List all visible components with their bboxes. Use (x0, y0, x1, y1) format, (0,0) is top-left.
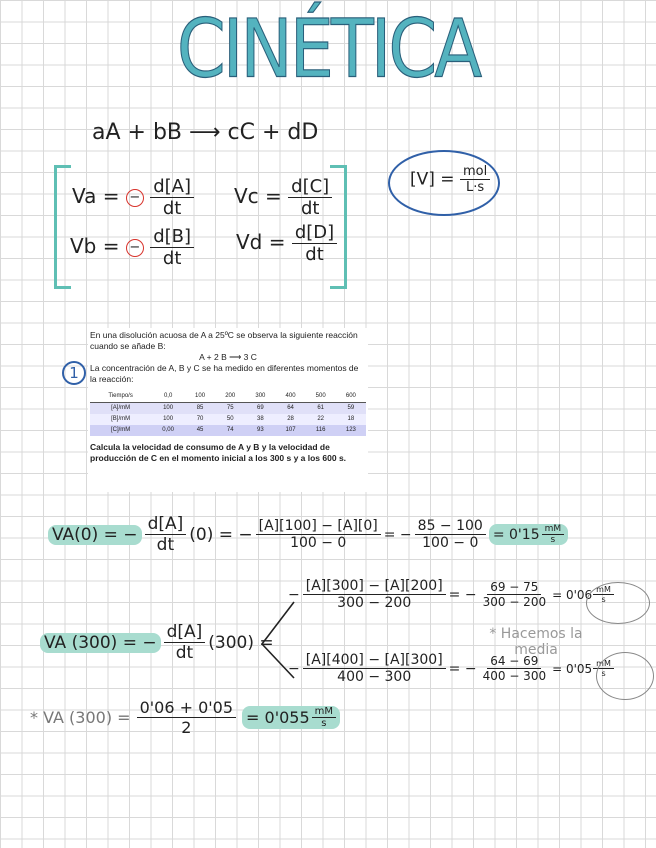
table-row (90, 403, 366, 415)
va-label: Va = (72, 184, 120, 208)
calc300-bot-den: 400 − 300 (337, 669, 412, 685)
vb-denominator: dt (162, 248, 182, 269)
average-lhs: * VA (300) = (30, 708, 131, 727)
calc300-bot-unit-num: mM (593, 659, 614, 669)
calc0-num2: 85 − 100 (415, 518, 486, 535)
calc0-d-num: d[A] (145, 514, 187, 535)
calc0-at: (0) = − (189, 524, 253, 545)
calc0-lhs: VA(0) = − (48, 525, 142, 545)
table-header-row (90, 391, 366, 403)
average-den: 2 (181, 718, 192, 737)
table-cell: 22 (306, 414, 336, 425)
vb-numerator: d[B] (150, 226, 194, 248)
exercise-number-badge: 1 (62, 361, 86, 385)
table-header-cell: 300 (245, 391, 275, 403)
table-header-cell: Tiempo/s (90, 391, 151, 403)
average-unit-den: s (321, 718, 327, 729)
calc300-top-unit-den: s (601, 595, 606, 604)
table-cell: 123 (336, 425, 366, 436)
calc300-top-num: [A][300] − [A][200] (303, 578, 446, 595)
table-cell: 116 (306, 425, 336, 436)
reaction-equation: aA + bB ⟶ cC + dD (92, 120, 319, 145)
table-cell: 100 (151, 403, 185, 415)
calc300-lhs: VA (300) = − (40, 633, 161, 653)
calc300-bot-dash: − (288, 660, 300, 677)
table-cell: 38 (245, 414, 275, 425)
vc-denominator: dt (300, 198, 320, 219)
calc300-bot-unit-den: s (601, 669, 606, 678)
calc0-eq2: = − (383, 526, 412, 543)
table-header-cell: 0,0 (151, 391, 185, 403)
calc300-top-den2: 300 − 200 (482, 595, 547, 609)
table-row (90, 414, 366, 425)
table-header-cell: 400 (275, 391, 305, 403)
calc300-bottom-branch (288, 652, 614, 685)
calc300-top-branch (288, 578, 614, 611)
average-unit-num: mM (312, 706, 336, 718)
calc0-unit-num: mM (542, 524, 565, 535)
minus-circle-icon: − (126, 189, 144, 207)
table-cell: 0,00 (151, 425, 185, 436)
table-cell: 85 (185, 403, 215, 415)
average-result-value: = 0'055 (246, 708, 310, 727)
calc300-bot-num: [A][400] − [A][300] (303, 652, 446, 669)
table-cell: 50 (215, 414, 245, 425)
average-calc (30, 698, 340, 737)
table-header-cell: 100 (185, 391, 215, 403)
table-row (90, 425, 366, 436)
calc300-bot-eq: = − (448, 660, 477, 677)
calc-va-0 (48, 514, 568, 555)
calc0-d-den: dt (156, 535, 175, 555)
calc300-top-unit-num: mM (593, 585, 614, 595)
vd-label: Vd = (236, 230, 286, 254)
calc300-top-den: 300 − 200 (337, 595, 412, 611)
average-note: * Hacemos la media (489, 626, 583, 658)
calc300-d-den: dt (175, 643, 194, 663)
table-cell: 28 (275, 414, 305, 425)
table-cell: 100 (151, 414, 185, 425)
calc300-top-num2: 69 − 75 (487, 580, 541, 595)
va-denominator: dt (162, 198, 182, 219)
calc0-den2: 100 − 0 (422, 535, 479, 551)
calc0-den1: 100 − 0 (290, 535, 347, 551)
minus-circle-icon: − (126, 239, 144, 257)
average-result (242, 706, 340, 729)
calc300-at: (300) = (208, 632, 274, 653)
calc0-unit-den: s (550, 535, 556, 545)
table-cell: 107 (275, 425, 305, 436)
table-header-cell: 200 (215, 391, 245, 403)
page-title: CINÉTICA (176, 1, 480, 97)
exercise-statement (88, 328, 368, 492)
units-of-rate (410, 164, 490, 195)
table-cell: 64 (275, 403, 305, 415)
calc300-top-result-value: = 0'06 (552, 587, 593, 602)
table-cell: 75 (215, 403, 245, 415)
vc-numerator: d[C] (288, 176, 332, 198)
table-cell: 70 (185, 414, 215, 425)
table-header-cell: 600 (336, 391, 366, 403)
table-cell: 93 (245, 425, 275, 436)
top-result-circle (586, 582, 650, 624)
rate-vd (236, 222, 337, 265)
table-cell: [B]/mM (90, 414, 151, 425)
vb-label: Vb = (70, 234, 120, 258)
exercise-paragraph-3: Calcula la velocidad de consumo de A y B y la velocidad de producción de C en el momento inicial a los 300 s y a los 600 s. (90, 442, 347, 463)
calc300-top-eq: = − (448, 586, 477, 603)
calc0-num1: [A][100] − [A][0] (256, 518, 381, 535)
vd-denominator: dt (305, 244, 324, 265)
table-cell: [A]/mM (90, 403, 151, 415)
calc0-result-value: = 0'15 (492, 526, 540, 543)
table-cell: 59 (336, 403, 366, 415)
exercise-paragraph-2: La concentración de A, B y C se ha medido en diferentes momentos de la reacción: (90, 363, 359, 384)
table-cell: 45 (185, 425, 215, 436)
table-cell: [C]/mM (90, 425, 151, 436)
rate-vc (234, 176, 332, 219)
va-numerator: d[A] (150, 176, 194, 198)
vd-numerator: d[D] (292, 222, 337, 244)
rate-vb (70, 226, 194, 269)
table-cell: 18 (336, 414, 366, 425)
calc-va-300 (40, 622, 274, 663)
table-cell: 74 (215, 425, 245, 436)
average-num: 0'06 + 0'05 (137, 698, 236, 718)
vc-label: Vc = (234, 184, 282, 208)
calc300-d-num: d[A] (164, 622, 206, 643)
table-cell: 61 (306, 403, 336, 415)
table-cell: 69 (245, 403, 275, 415)
exercise-paragraph-1: En una disolución acuosa de A a 25ºC se observa la siguiente reacción cuando se añade B: (90, 330, 358, 351)
units-denominator: L·s (465, 180, 485, 195)
calc300-bot-den2: 400 − 300 (482, 669, 547, 683)
units-label: [V] = (410, 169, 455, 190)
left-bracket (54, 165, 71, 289)
calc0-result (489, 524, 568, 545)
units-numerator: mol (460, 164, 490, 180)
concentration-table (90, 391, 366, 436)
table-header-cell: 500 (306, 391, 336, 403)
bottom-result-circle (596, 652, 654, 700)
calc300-bot-num2: 64 − 69 (487, 654, 541, 669)
exercise-equation: A + 2 B ⟶ 3 C (199, 352, 257, 362)
rate-va (72, 176, 194, 219)
calc300-bot-result-value: = 0'05 (552, 661, 593, 676)
calc300-top-dash: − (288, 586, 300, 603)
